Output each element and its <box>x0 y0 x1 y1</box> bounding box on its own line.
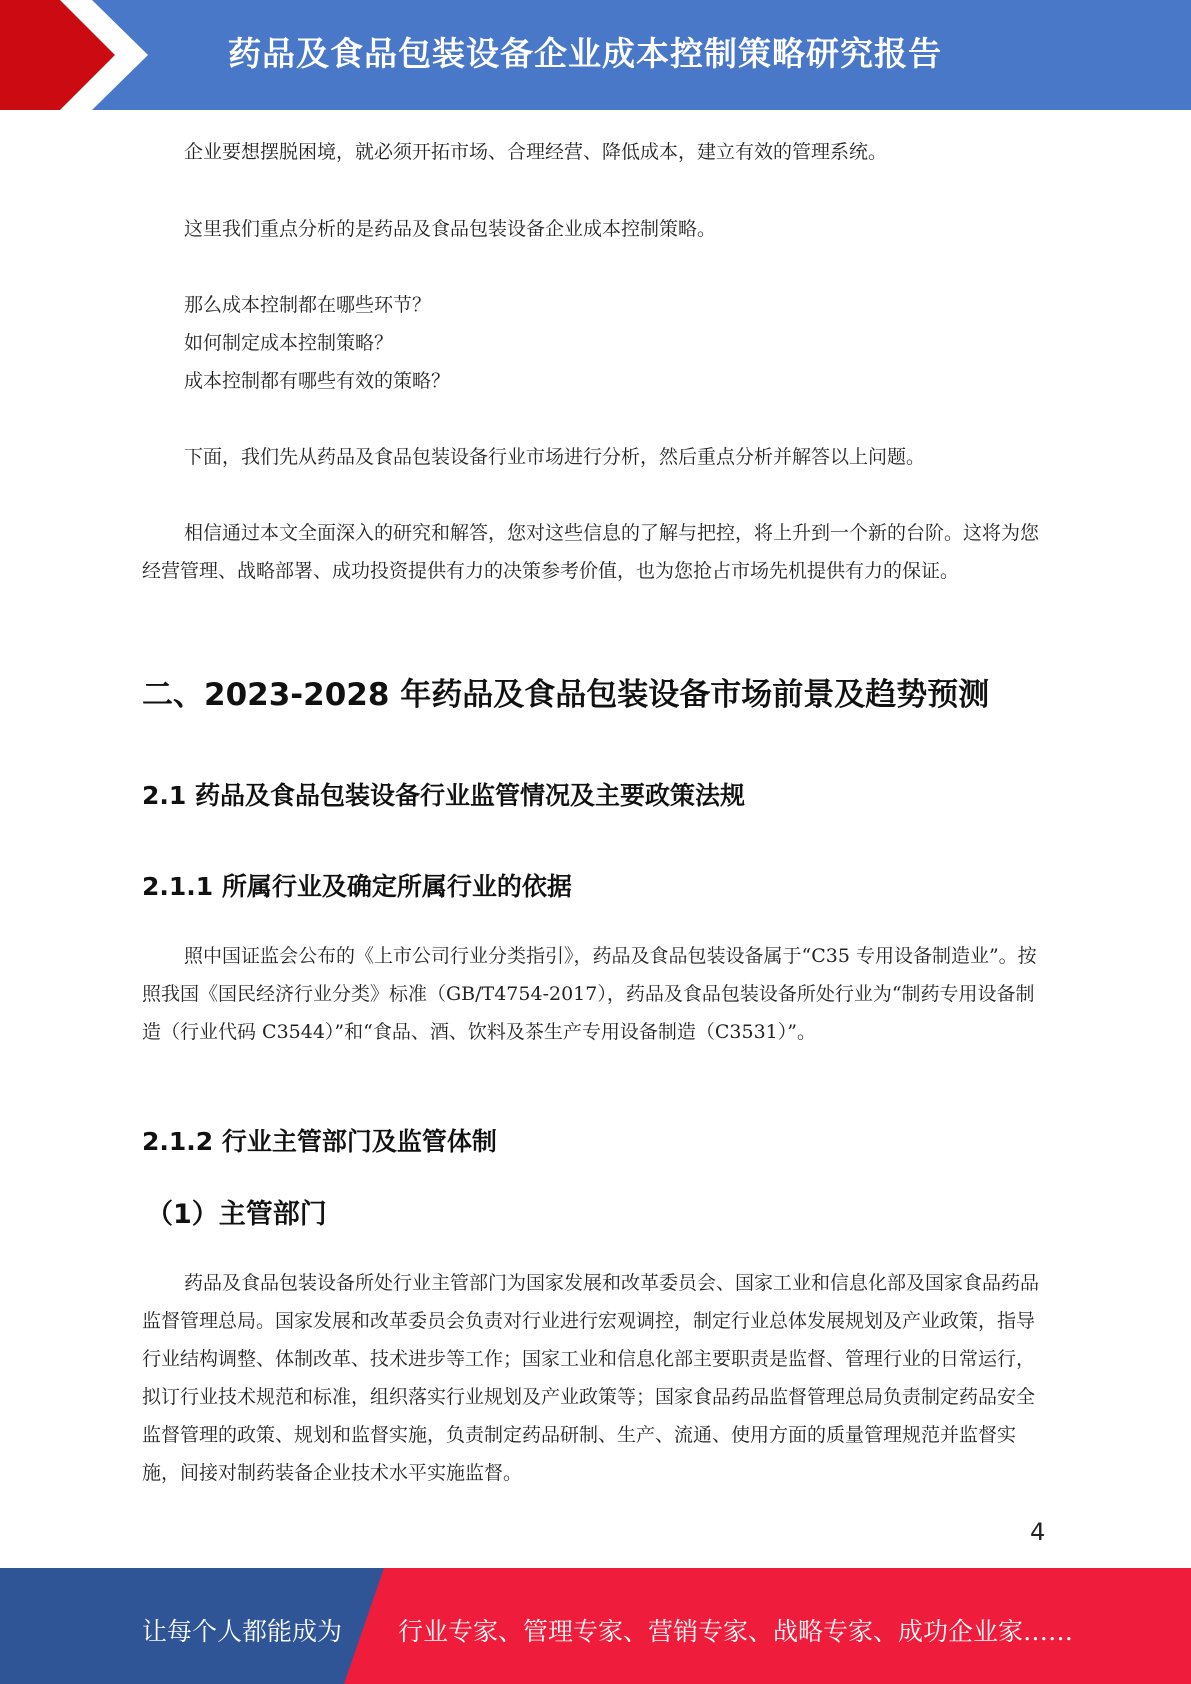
subsection-title: 2.1 药品及食品包装设备行业监管情况及主要政策法规 <box>142 781 745 810</box>
question-3: 成本控制都有哪些有效的策略？ <box>184 370 451 392</box>
paragraph-intro-2: 这里我们重点分析的是药品及食品包装设备企业成本控制策略。 <box>184 218 717 240</box>
footer-slogan-right: 行业专家、管理专家、营销专家、战略专家、成功企业家…… <box>398 1617 1074 1646</box>
header-arrow-decoration <box>0 0 200 110</box>
paragraph-intro-1: 企业要想摆脱困境，就必须开拓市场、合理经营、降低成本，建立有效的管理系统。 <box>184 141 888 163</box>
paragraph-competent-department: 药品及食品包装设备所处行业主管部门为国家发展和改革委员会、国家工业和信息化部及国家食品药品监督管理总局。国家发展和改革委员会负责对行业进行宏观调控，制定行业总体发展规划及产业政策，指导行业结构调整、体制改革、技术进步等工作；国家工业和信息化部主要职责是监督、管理行业的日常运行，拟订行业技术规范和标准，组织落实行业规划及产业政策等；国家食品药品监督管理总局负责制定药品安全监督管理的政策、规划和监督实施，负责制定药品研制、生产、流通、使用方面的质量管理规范并监督实施，间接对制药装备企业技术水平实施监督。 <box>142 1272 1040 1484</box>
paragraph-intro-3: 下面，我们先从药品及食品包装设备行业市场进行分析，然后重点分析并解答以上问题。 <box>184 446 926 468</box>
report-title: 药品及食品包装设备企业成本控制策略研究报告 <box>228 34 942 73</box>
paragraph-industry-classification: 照中国证监会公布的《上市公司行业分类指引》，药品及食品包装设备属于“C35 专用设备制造业”。按照我国《国民经济行业分类》标准（GB/T4754-2017），药品及食品包装设备所处行业为“制药专用设备制造（行业代码 C3544）”和“食品、酒、饮料及茶生产专用设备制造（C3531）”。 <box>142 945 1037 1043</box>
item-title-competent-department: （1）主管部门 <box>146 1199 327 1230</box>
footer-slogan-left: 让每个人都能成为 <box>142 1617 343 1646</box>
sub-subsection-title-1: 2.1.1 所属行业及确定所属行业的依据 <box>142 872 572 901</box>
page-footer <box>0 1568 1191 1684</box>
question-2: 如何制定成本控制策略？ <box>184 332 394 354</box>
sub-subsection-title-2: 2.1.2 行业主管部门及监管体制 <box>142 1127 497 1156</box>
page-header <box>0 0 1191 110</box>
question-1: 那么成本控制都在哪些环节？ <box>184 294 432 316</box>
paragraph-intro-4: 相信通过本文全面深入的研究和解答，您对这些信息的了解与把控，将上升到一个新的台阶。这将为您经营管理、战略部署、成功投资提供有力的决策参考价值，也为您抢占市场先机提供有力的保证。 <box>142 522 1040 582</box>
section-title: 二、2023-2028 年药品及食品包装设备市场前景及趋势预测 <box>142 677 990 713</box>
page-number: 4 <box>1030 1518 1046 1546</box>
